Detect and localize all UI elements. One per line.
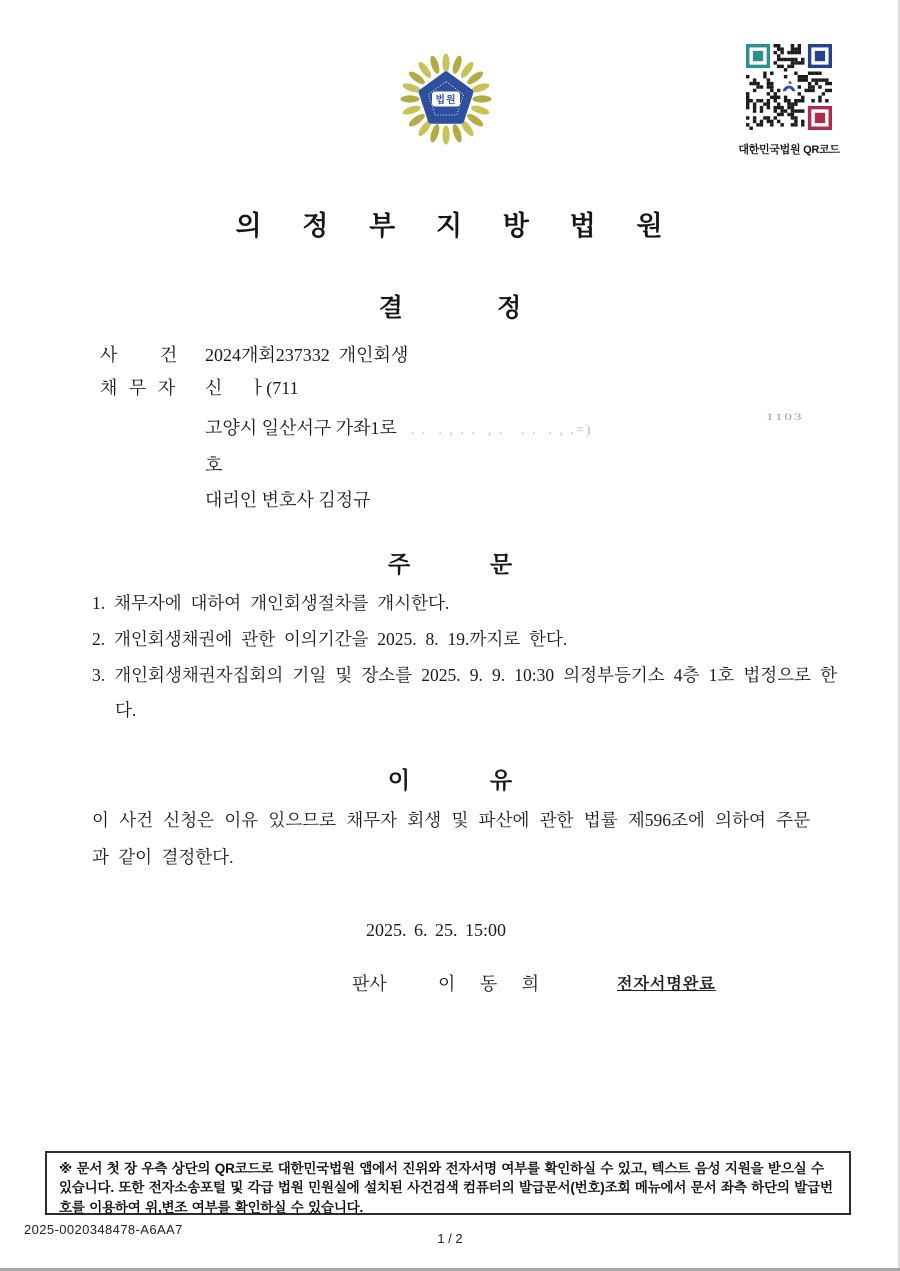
debtor-address-line <box>205 414 592 440</box>
verification-notice-box: ※ 문서 첫 장 우측 상단의 QR코드로 대한민국법원 앱에서 진위와 전자서명 여부를 확인하실 수 있고, 텍스트 음성 지원을 받으실 수 있습니다. 또한 전자소송포털 및 각급 법원 민원실에 설치된 사건검색 컴퓨터의 발급문서(번호)조회 메뉴에서 문서 좌측 하단의 발급번호를 이용하여 위,변조 여부를 확인하실 수 있습니다. <box>45 1151 851 1215</box>
order-item-1: 1. 채무자에 대하여 개인회생절차를 개시한다. <box>92 593 450 613</box>
page-number: 1 / 2 <box>437 1231 463 1246</box>
address-redacted-area: . . . , . . , . . . . , .=) <box>410 423 593 438</box>
judge-name: 이 동 희 <box>438 974 540 994</box>
court-name-title: 의 정 부 지 방 법 원 <box>235 211 665 241</box>
issuance-number: 2025-0020348478-A6AA7 <box>24 1222 183 1237</box>
order-section-heading: 주 문 <box>387 552 513 577</box>
decision-datetime: 2025. 6. 25. 15:00 <box>366 920 507 940</box>
document-type-title: 결 정 <box>378 295 522 322</box>
order-item-3: 3. 개인회생채권자집회의 기일 및 장소를 2025. 9. 9. 10:30 의정부등기소 4층 1호 법정으로 한다. <box>92 665 837 720</box>
attorney-line: 대리인 변호사 김정규 <box>205 490 371 510</box>
order-item-2: 2. 개인회생채권에 관한 이의기간을 2025. 8. 19.까지로 한다. <box>92 629 568 649</box>
reason-paragraph: 이 사건 신청은 이유 있으므로 채무자 회생 및 파산에 관한 법률 제596조에 의하여 주문과 같이 결정한다. <box>92 810 810 867</box>
electronic-signature-stamp: 전자서명완료 <box>617 976 716 993</box>
debtor-address-text: 고양시 일산서구 가좌1로 <box>205 418 397 438</box>
emblem-label: 법원 <box>435 95 457 106</box>
judge-title-label: 판사 <box>352 974 387 994</box>
case-number-label: 사 건 <box>100 345 178 365</box>
address-redacted-unit: 1103 <box>766 413 804 423</box>
court-emblem <box>394 50 498 148</box>
address-continuation: 호 <box>205 455 223 475</box>
debtor-name-redacted: 신 ㅏ(711 <box>205 378 299 398</box>
qr-code-label: 대한민국법원 QR코드 <box>738 144 840 156</box>
reason-section-heading: 이 유 <box>387 768 513 793</box>
debtor-label: 채 무 자 <box>100 378 176 398</box>
case-number-value: 2024개회237332 개인회생 <box>205 345 409 365</box>
qr-code <box>746 44 832 130</box>
